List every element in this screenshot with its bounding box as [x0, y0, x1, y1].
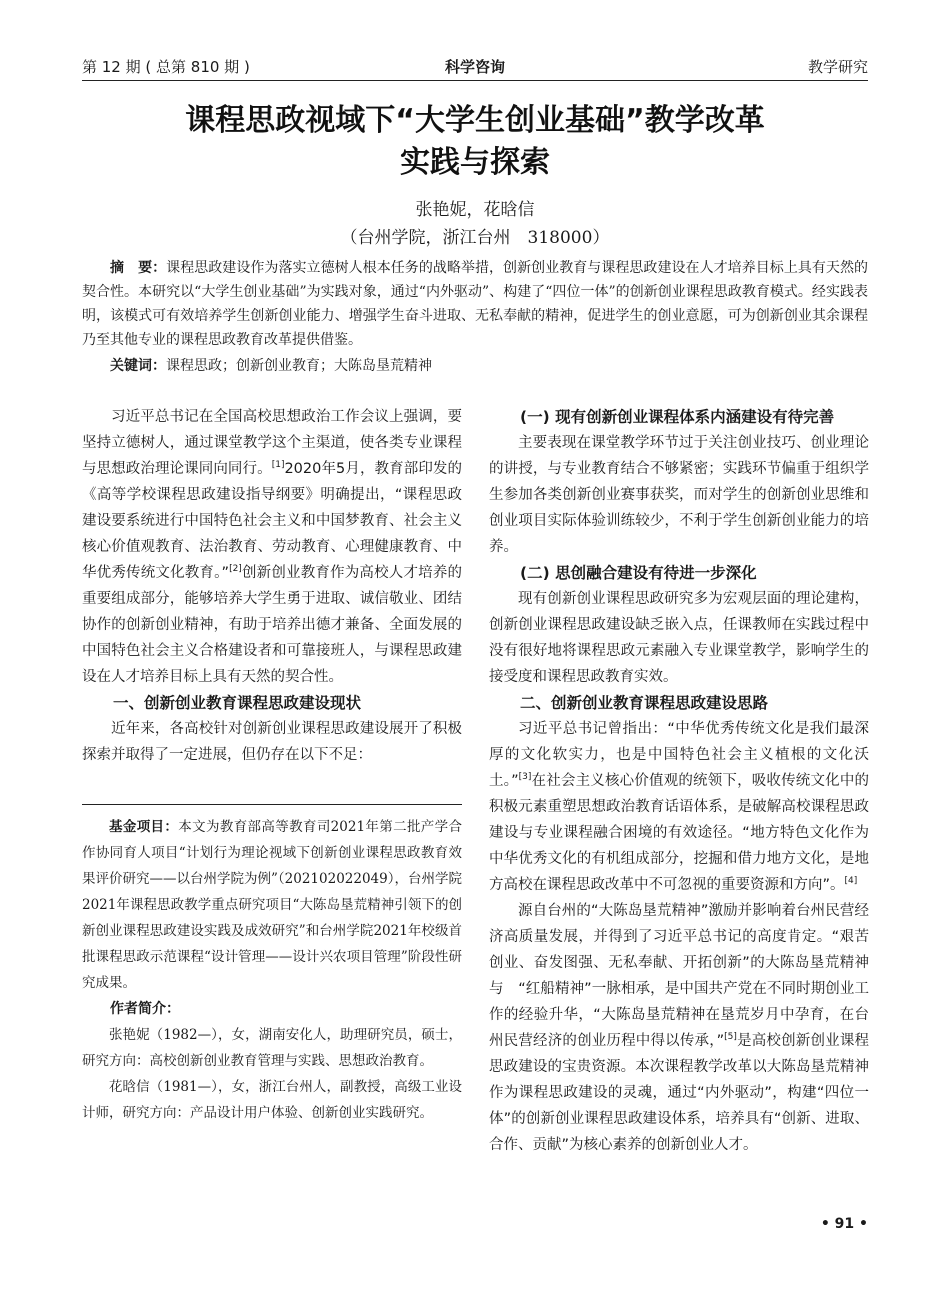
intro-text-1: 习近平总书记在全国高校思想政治工作会议上强调，要坚持立德树人，通过课堂教学这个主渠道，使各类专业课程与思想政治理论课同向同行。	[82, 409, 462, 477]
citation-4: [4]	[844, 876, 858, 887]
intro-text-3: 创新创业教育作为高校人才培养的重要组成部分，能够培养大学生勇于进取、诚信敬业、团结协作的创新创业精神，有助于培养出德才兼备、全面发展的中国特色社会主义合格建设者和可靠接班人，与课程思政建设在人才培养目标上具有天然的契合性。	[82, 565, 463, 685]
section-1-paragraph: 近年来，各高校针对创新创业课程思政建设展开了积极探索并取得了一定进展，但仍存在以下不足：	[82, 721, 462, 763]
fund-note	[82, 814, 462, 996]
section-2-heading: 二、创新创业教育课程思政建设思路	[520, 694, 769, 712]
author-block	[82, 196, 868, 252]
author-bio-2: 花晗信（1981—），女，浙江台州人，副教授，高级工业设计师，研究方向：产品设计用户体验、创新创业实践研究。	[82, 1079, 462, 1121]
page-number: • 91 •	[820, 1216, 868, 1232]
subsection-2-heading: (二) 思创融合建设有待进一步深化	[520, 564, 757, 582]
fund-label: 基金项目：	[109, 819, 179, 835]
s2-text-4: 是高校创新创业课程思政建设的宝贵资源。本次课程教学改革以大陈岛垦荒精神作为课程思政建设的灵魂，通过“内外驱动”，构建“四位一体”的创新创业课程思政建设体系，培养具有“创新、进取、合作、贡献”为核心素养的创新创业人才。	[489, 1033, 870, 1153]
s2-text-2: 在社会主义核心价值观的统领下，吸收传统文化中的积极元素重塑思想政治教育话语体系，是破解高校课程思政建设与专业课程融合困境的有效途径。“地方特色文化作为中华优秀文化的有机组成部分，挖掘和借力地方文化，是地方高校在课程思政改革中不可忽视的重要资源和方向”。	[489, 773, 869, 893]
subsection-1-paragraph: 主要表现在课堂教学环节过于关注创业技巧、创业理论的讲授，与专业教育结合不够紧密；实践环节偏重于组织学生参加各类创新创业赛事获奖，而对学生的创新创业思维和创业项目实际体验训练较少，不利于学生创新创业能力的培养。	[489, 435, 869, 555]
footnote-rule	[82, 804, 462, 805]
author-bio-heading: 作者简介：	[110, 1001, 180, 1017]
citation-3: [3]	[518, 772, 532, 783]
subsection-1-heading: (一) 现有创新创业课程体系内涵建设有待完善	[520, 408, 835, 426]
abstract	[82, 256, 868, 352]
journal-name: 科学咨询	[444, 58, 505, 76]
intro-text-2: 2020年5月，教育部印发的《高等学校课程思政建设指导纲要》明确提出，“课程思政建设要系统进行中国特色社会主义和中国梦教育、社会主义核心价值观教育、法治教育、劳动教育、心理健康教育、中华优秀传统文化教育。”	[82, 461, 462, 581]
citation-2: [2]	[229, 564, 242, 575]
fund-text: 本文为教育部高等教育司2021年第二批产学合作协同育人项目“计划行为理论视域下创新创业课程思政教育效果评价研究——以台州学院为例”（202102022049），台州学院2021年课程思政教学重点研究项目“大陈岛垦荒精神引领下的创新创业课程思政建设实践及成效研究”和台州学院2021年校级首批课程思政示范课程“设计管理——设计兴农项目管理”阶段性研究成果。	[82, 819, 463, 991]
keywords-text: 课程思政；创新创业教育；大陈岛垦荒精神	[166, 358, 432, 374]
running-header	[82, 50, 868, 80]
s2-text-3: 源自台州的“大陈岛垦荒精神”激励并影响着台州民营经济高质量发展，并得到了习近平总书记的高度肯定。“艰苦创业、奋发图强、无私奉献、开拓创新”的大陈岛垦荒精神与 “红船精神”一脉相承，是中国共产党在不同时期创业工作的经验升华，“大陈岛垦荒精神在垦荒岁月中孕育，在台州民营经济的创业历程中得以传承，”	[489, 903, 869, 1049]
author-names: 张艳妮，花晗信	[415, 200, 535, 220]
keywords	[82, 354, 868, 378]
left-column	[82, 404, 462, 768]
section-2-paragraph-1	[489, 716, 869, 898]
abstract-label: 摘 要：	[110, 260, 167, 276]
section-1-heading: 一、创新创业教育课程思政建设现状	[113, 694, 362, 712]
keywords-label: 关键词：	[110, 358, 166, 374]
paper-title	[82, 100, 868, 184]
right-column	[489, 404, 869, 1158]
title-line-1: 课程思政视域下“大学生创业基础”教学改革	[185, 103, 765, 138]
issue-info: 第 12 期 ( 总第 810 期 )	[82, 58, 250, 76]
footnotes	[82, 814, 462, 1126]
citation-5: [5]	[724, 1032, 737, 1043]
author-affiliation: （台州学院，浙江台州 318000）	[340, 228, 610, 248]
citation-1: [1]	[271, 460, 285, 471]
subsection-2-paragraph: 现有创新创业课程思政研究多为宏观层面的理论建构，创新创业课程思政建设缺乏嵌入点，任课教师在实践过程中没有很好地将课程思政元素融入专业课堂教学，影响学生的接受度和课程思政教育实效。	[489, 591, 869, 685]
intro-paragraph	[82, 404, 462, 690]
abstract-text: 课程思政建设作为落实立德树人根本任务的战略举措，创新创业教育与课程思政建设在人才培养目标上具有天然的契合性。本研究以“大学生创业基础”为实践对象，通过“内外驱动”、构建了“四位一体”的创新创业课程思政教育模式。经实践表明，该模式可有效培养学生创新创业能力、增强学生奋斗进取、无私奉献的精神，促进学生的创业意愿，可为创新创业其余课程乃至其他专业的课程思政教育改革提供借鉴。	[82, 260, 869, 348]
header-rule	[82, 80, 868, 81]
title-line-2: 实践与探索	[400, 145, 550, 180]
s2-text-1: 习近平总书记曾指出：“中华优秀传统文化是我们最深厚的文化软实力，也是中国特色社会主义植根的文化沃土。”	[489, 721, 869, 789]
author-bio-1: 张艳妮（1982—），女，湖南安化人，助理研究员，硕士，研究方向：高校创新创业教育管理与实践、思想政治教育。	[82, 1027, 462, 1069]
section-2-paragraph-2	[489, 898, 869, 1158]
section-name: 教学研究	[807, 58, 868, 76]
